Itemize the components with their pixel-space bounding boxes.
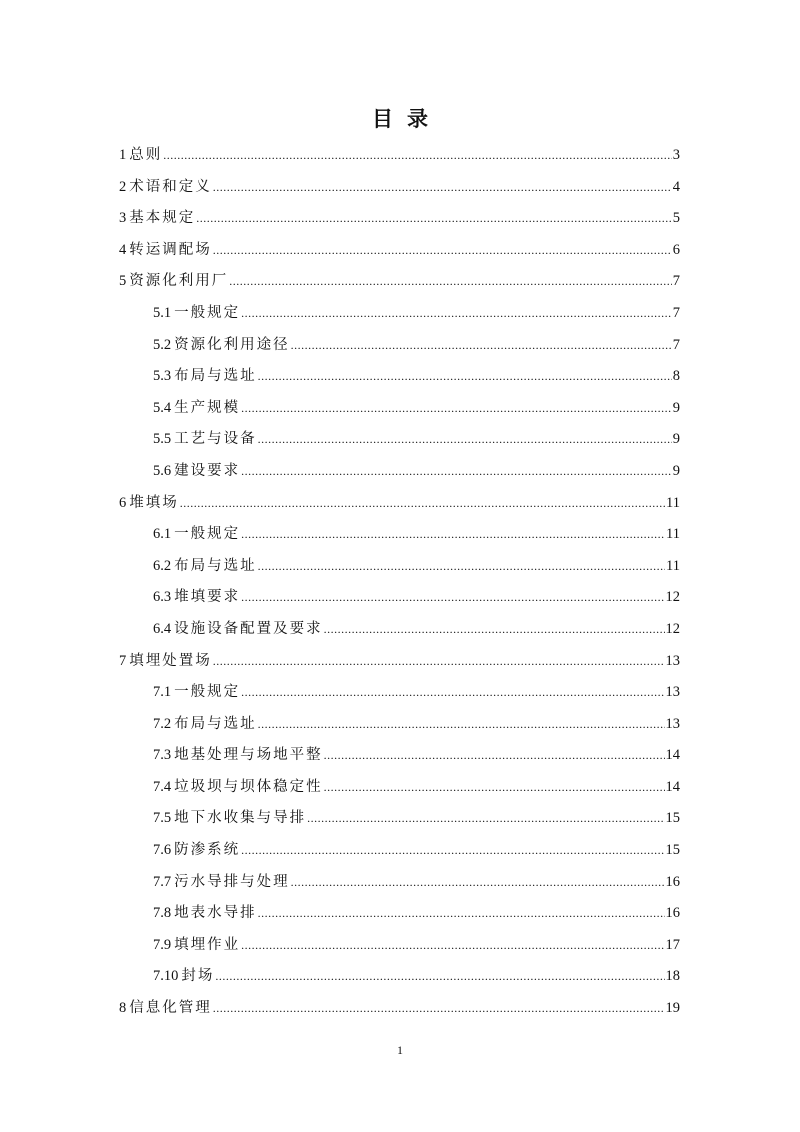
dot-leader (241, 843, 664, 858)
toc-entry-label (153, 680, 240, 701)
toc-entry[interactable] (119, 680, 680, 712)
toc-entry-label (119, 143, 162, 164)
dot-leader (241, 685, 664, 700)
toc-entry-text: 资源化利用途径 (174, 336, 290, 353)
toc-entry[interactable] (119, 175, 680, 207)
toc-entry-text: 设施设备配置及要求 (174, 620, 323, 637)
toc-entry-text: 生产规模 (174, 399, 241, 416)
toc-entry-text: 信息化管理 (129, 1000, 212, 1017)
toc-entry-number: 7.6 (153, 842, 172, 859)
toc-entry-label (153, 459, 240, 480)
toc-entry-page: 11 (666, 494, 680, 511)
toc-entry-page: 18 (665, 968, 680, 985)
dot-leader (324, 622, 665, 637)
toc-entry[interactable] (119, 459, 680, 491)
toc-entry[interactable] (119, 901, 680, 933)
toc-entry[interactable] (119, 933, 680, 965)
dot-leader (241, 306, 672, 321)
toc-entry-text: 地表水导排 (174, 905, 257, 922)
toc-entry-number: 6.2 (153, 557, 172, 574)
toc-entry-page: 9 (672, 431, 680, 448)
toc-entry-page: 14 (665, 778, 680, 795)
toc-entry-label (153, 554, 257, 575)
toc-entry-page: 6 (672, 241, 680, 258)
dot-leader (196, 211, 672, 226)
toc-entry[interactable] (119, 333, 680, 365)
toc-entry[interactable] (119, 712, 680, 744)
toc-entry[interactable] (119, 838, 680, 870)
toc-entry-page: 19 (665, 1000, 680, 1017)
toc-entry[interactable] (119, 491, 680, 523)
dot-leader (258, 906, 665, 921)
dot-leader (291, 875, 665, 890)
toc-entry-page: 5 (672, 210, 680, 227)
toc-entry-text: 总则 (129, 147, 163, 163)
toc-entry-number: 5.4 (153, 399, 172, 416)
toc-entry[interactable] (119, 870, 680, 902)
toc-entry-page: 14 (665, 747, 680, 764)
dot-leader (213, 243, 672, 258)
toc-entry-page: 12 (665, 589, 680, 606)
dot-leader (241, 527, 665, 542)
toc-entry-label (153, 585, 240, 606)
toc-entry-text: 工艺与设备 (174, 431, 257, 448)
toc-entry-text: 布局与选址 (174, 368, 257, 385)
toc-entry-text: 堆填要求 (174, 589, 241, 606)
toc-entry[interactable] (119, 206, 680, 238)
toc-entry[interactable] (119, 806, 680, 838)
toc-entry-number: 7.8 (153, 905, 172, 922)
toc-entry-text: 防渗系统 (174, 842, 241, 859)
toc-entry-label (153, 427, 257, 448)
toc-entry-text: 转运调配场 (129, 241, 212, 258)
toc-entry-number: 6.4 (153, 620, 172, 637)
toc-entry-number: 7.4 (153, 778, 172, 795)
dot-leader (241, 464, 672, 479)
toc-entry-page: 7 (672, 304, 680, 321)
toc-entry-number: 6.1 (153, 526, 172, 543)
toc-entry-label (153, 743, 323, 764)
toc-entry[interactable] (119, 364, 680, 396)
dot-leader (241, 590, 664, 605)
toc-entry-page: 13 (665, 715, 680, 732)
toc-entry[interactable] (119, 554, 680, 586)
toc-entry-page: 11 (666, 526, 680, 543)
toc-entry-page: 16 (665, 905, 680, 922)
toc-entry[interactable] (119, 743, 680, 775)
toc-entry[interactable] (119, 585, 680, 617)
toc-entry-text: 地基处理与场地平整 (174, 747, 323, 764)
toc-entry-number: 4 (119, 241, 127, 258)
toc-entry-page: 17 (665, 936, 680, 953)
dot-leader (163, 148, 672, 163)
toc-entry-text: 污水导排与处理 (174, 873, 290, 890)
toc-entry[interactable] (119, 649, 680, 681)
toc-entry-page: 7 (672, 273, 680, 290)
toc-entry-number: 7.1 (153, 684, 172, 701)
toc-entry-text: 布局与选址 (174, 557, 257, 574)
dot-leader (213, 180, 672, 195)
toc-entry[interactable] (119, 617, 680, 649)
toc-entry-text: 地下水收集与导排 (174, 810, 307, 827)
toc-entry-label (119, 269, 228, 290)
toc-entry-label (153, 522, 240, 543)
toc-entry-text: 建设要求 (174, 462, 241, 479)
toc-entry-text: 一般规定 (174, 304, 241, 321)
toc-entry-label (153, 806, 306, 827)
toc-entry-text: 填埋处置场 (129, 652, 212, 669)
dot-leader (258, 432, 672, 447)
dot-leader (215, 969, 664, 984)
toc-entry-number: 5.2 (153, 336, 172, 353)
toc-entry-page: 16 (665, 873, 680, 890)
toc-entry-label (153, 333, 290, 354)
toc-entry-label (119, 649, 212, 670)
toc-entry-number: 7.7 (153, 873, 172, 890)
dot-leader (213, 1001, 665, 1016)
toc-entry-page: 15 (665, 810, 680, 827)
toc-entry-label (153, 838, 240, 859)
toc-entry-label (153, 870, 290, 891)
toc-entry-text: 填埋作业 (174, 936, 241, 953)
toc-entry[interactable] (119, 396, 680, 428)
dot-leader (213, 654, 665, 669)
toc-entry-text: 基本规定 (129, 210, 196, 227)
page-number: 1 (397, 1043, 403, 1057)
toc-entry-number: 5 (119, 273, 127, 290)
toc-entry-label (119, 491, 179, 512)
toc-entry-text: 一般规定 (174, 526, 241, 543)
toc-entry-number: 7.5 (153, 810, 172, 827)
toc-entry[interactable] (119, 522, 680, 554)
dot-leader (291, 338, 672, 353)
toc-entry-text: 布局与选址 (174, 715, 257, 732)
toc-entry-number: 7.3 (153, 747, 172, 764)
toc-entry-number: 7.9 (153, 936, 172, 953)
toc-entry-text: 垃圾坝与坝体稳定性 (174, 778, 323, 795)
dot-leader (258, 559, 665, 574)
toc-entry-page: 13 (665, 684, 680, 701)
toc-entry-number: 3 (119, 210, 127, 227)
toc-entry-text: 堆填场 (129, 494, 179, 511)
toc-entry-label (119, 206, 195, 227)
toc-entry-page: 11 (666, 557, 680, 574)
toc-entry-number: 8 (119, 1000, 127, 1017)
toc-entry[interactable] (119, 238, 680, 270)
toc-entry-label (153, 933, 240, 954)
toc-entry-label (153, 964, 214, 985)
dot-leader (307, 811, 664, 826)
dot-leader (229, 274, 672, 289)
toc-entry-number: 7 (119, 652, 127, 669)
toc-entry[interactable] (119, 427, 680, 459)
toc-entry-page: 4 (672, 178, 680, 195)
toc-entry-page: 7 (672, 336, 680, 353)
toc-entry[interactable] (119, 269, 680, 301)
toc-entry-number: 7.2 (153, 715, 172, 732)
toc-entry[interactable] (119, 775, 680, 807)
toc-entry-text: 封场 (181, 968, 215, 985)
toc-entry-number: 6 (119, 494, 127, 511)
toc-entry-label (153, 364, 257, 385)
toc-entry[interactable] (119, 996, 680, 1028)
toc-entry-label (119, 996, 212, 1017)
dot-leader (258, 369, 672, 384)
toc-entry-number: 5.1 (153, 304, 172, 321)
toc-entry-page: 15 (665, 842, 680, 859)
toc-entry-number: 7.10 (153, 968, 179, 985)
toc-entry-number: 2 (119, 178, 127, 195)
dot-leader (324, 780, 665, 795)
toc-entry-number: 6.3 (153, 589, 172, 606)
toc-entry-number: 1 (119, 147, 127, 163)
dot-leader (180, 496, 665, 511)
toc-entry-number: 5.3 (153, 368, 172, 385)
dot-leader (258, 717, 665, 732)
toc-entry-page: 3 (672, 147, 680, 163)
toc-entry-number: 5.6 (153, 462, 172, 479)
dot-leader (324, 748, 665, 763)
toc-entry-text: 资源化利用厂 (129, 273, 229, 290)
toc-entry-label (153, 617, 323, 638)
table-of-contents (119, 143, 680, 1028)
toc-entry-page: 9 (672, 399, 680, 416)
toc-entry-label (153, 901, 257, 922)
toc-entry-number: 5.5 (153, 431, 172, 448)
toc-entry-page: 12 (665, 620, 680, 637)
toc-entry-page: 8 (672, 368, 680, 385)
toc-entry-page: 9 (672, 462, 680, 479)
toc-entry-page: 13 (665, 652, 680, 669)
dot-leader (241, 938, 664, 953)
toc-entry-text: 一般规定 (174, 684, 241, 701)
toc-entry-text: 术语和定义 (129, 178, 212, 195)
toc-entry-label (119, 175, 212, 196)
toc-entry-label (153, 775, 323, 796)
toc-entry-label (153, 712, 257, 733)
toc-entry[interactable] (119, 301, 680, 333)
toc-entry-label (119, 238, 212, 259)
toc-entry-label (153, 396, 240, 417)
toc-entry[interactable] (119, 143, 680, 175)
dot-leader (241, 401, 672, 416)
page-title: 目录 (372, 107, 442, 131)
toc-entry[interactable] (119, 964, 680, 996)
toc-entry-label (153, 301, 240, 322)
